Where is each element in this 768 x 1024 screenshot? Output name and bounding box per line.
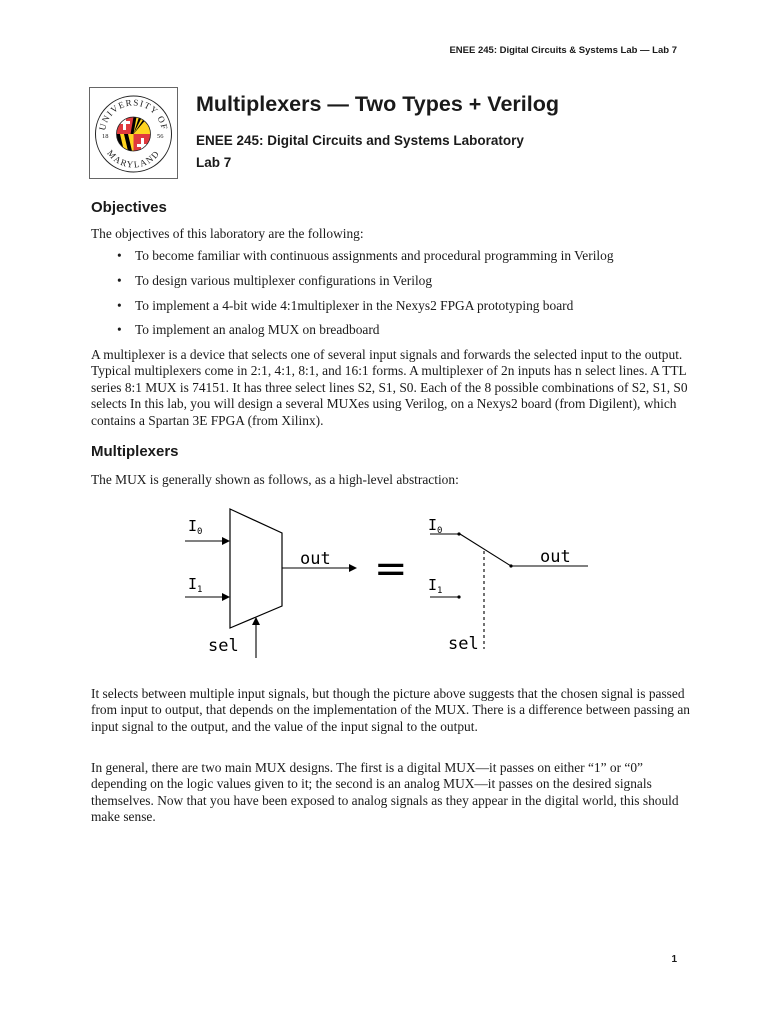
switch-input1-label: $I_1$ — [428, 576, 443, 596]
switch-input1-contact — [457, 595, 460, 598]
objectives-heading: Objectives — [91, 199, 167, 216]
mux-input1-label: $I_1$ — [188, 575, 203, 595]
mux-trapezoid-shape — [230, 509, 282, 628]
lab-number: Lab 7 — [196, 155, 232, 170]
university-seal-logo — [89, 87, 178, 179]
list-item — [91, 298, 711, 323]
switch-output-label: out — [540, 547, 571, 567]
list-item — [91, 248, 711, 273]
objective-text: To implement an analog MUX on breadboard — [135, 322, 380, 338]
multiplexer-definition-paragraph: A multiplexer is a device that selects one of several input signals and forwards the selected input to the output. Typical multiplexers come in 2:1, 4:1, 8:1, and 16:1 forms. A multiplexer of 2n inputs has n select lines. A TTL series 8:1 MUX is 74151. It has three select lines S2, S1, S0. Each of the 8 possible combinations of S2, S1, S0 selects In this lab, you will design a several MUXes using Verilog, on a Nexys2 board (from Digilent), which contains a Spartan 3E FPGA (from Xilinx). — [91, 347, 688, 428]
mux-input0-label: $I_0$ — [188, 517, 203, 537]
bullet-glyph: • — [117, 272, 122, 288]
bullet-glyph: • — [117, 297, 122, 313]
seal-year-right: 56 — [157, 133, 164, 140]
objective-text: To implement a 4-bit wide 4:1multiplexer in the Nexys2 FPGA prototyping board — [135, 297, 574, 313]
objective-text: To become familiar with continuous assignments and procedural programming in Verilog — [135, 248, 614, 263]
mux-designs-paragraph: In general, there are two main MUX designs. The first is a digital MUX—it passes on either “1” or “0” depending on the logic values given to it; the second is an analog MUX—it passes on the desired signals themselves. Now that you have been exposed to analog signals as they appear in the digital world, this should make sense. — [91, 760, 679, 825]
mux-output-label: out — [300, 549, 331, 569]
equals-sign: = — [374, 546, 408, 592]
running-header: ENEE 245: Digital Circuits & Systems Lab — Lab 7 — [449, 45, 677, 56]
mux-figure-intro: The MUX is generally shown as follows, as a high-level abstraction: — [91, 472, 459, 487]
objectives-list — [91, 248, 711, 347]
mux-select-label: sel — [208, 636, 239, 656]
switch-select-label: sel — [448, 634, 479, 654]
switch-lever — [460, 534, 511, 566]
bullet-glyph: • — [117, 322, 122, 338]
page-number: 1 — [671, 954, 677, 965]
objective-text: To design various multiplexer configurations in Verilog — [135, 272, 433, 288]
page-title: Multiplexers — Two Types + Verilog — [196, 92, 560, 116]
seal-bottom-text: MARYLAND — [105, 148, 162, 170]
mux-diagram — [178, 500, 598, 668]
seal-graphic — [90, 88, 177, 178]
objectives-intro: The objectives of this laboratory are the following: — [91, 226, 364, 241]
mux-selection-paragraph: It selects between multiple input signals, but though the picture above suggests that the chosen signal is passed from input to output, that depends on the implementation of the MUX. There is a difference between passing an input signal to the output, and the value of the input signal to the output. — [91, 686, 690, 734]
switch-input0-label: $I_0$ — [428, 516, 443, 536]
course-subtitle: ENEE 245: Digital Circuits and Systems Laboratory — [196, 133, 524, 148]
seal-year-left: 18 — [102, 133, 109, 140]
bullet-glyph: • — [117, 248, 122, 263]
multiplexers-heading: Multiplexers — [91, 443, 179, 460]
list-item — [91, 322, 711, 347]
list-item — [91, 273, 711, 298]
seal-top-text: UNIVERSITY OF — [97, 97, 170, 132]
